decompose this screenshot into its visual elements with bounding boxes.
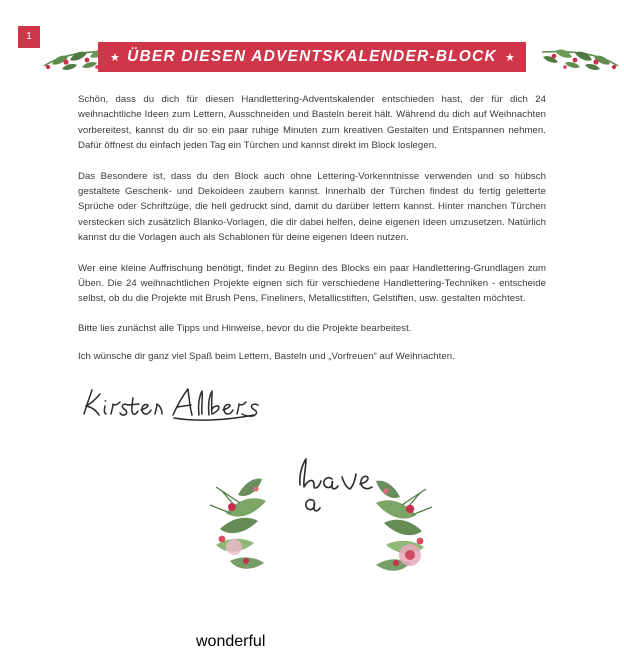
- banner-ribbon: [196, 633, 265, 650]
- star-right-icon: ★: [505, 52, 515, 64]
- page-title-banner: [98, 42, 526, 72]
- paragraph: Bitte lies zunächst alle Tipps und Hinweise, bevor du die Projekte bearbeitest.: [78, 322, 412, 334]
- paragraph: Wer eine kleine Auffrischung benötigt, findet zu Beginn des Blocks ein paar Handlettering-Grundlagen zum Üben. Die 24 weihnachtlichen Projekte eignen sich für verschiedene Handlettering-Techniken - entscheide selbst, ob du die Projekte mit Brush Pens, Fineliners, Metallicstiften, Gelstiften, usw. gestalten möchtest.: [78, 262, 546, 305]
- banner-text: wonderful: [196, 633, 266, 650]
- word-have: [300, 459, 372, 489]
- page-number: 1: [18, 26, 40, 48]
- word-a: [306, 500, 320, 511]
- page-header: [0, 18, 624, 66]
- signature-icon: [78, 384, 278, 426]
- paragraph: Ich wünsche dir ganz viel Spaß beim Lettern, Basteln und „Vorfreuen“ auf Weihnachten.: [78, 351, 455, 363]
- holly-vine-right-icon: [520, 36, 620, 80]
- body-content: [78, 92, 546, 378]
- illustration-have-a-wonderful-time: [196, 443, 446, 650]
- paragraph: Schön, dass du dich für diesen Handlettering-Adventskalender entschieden hast, der für dich 24 weihnachtliche Ideen zum Lettern, Ausschneiden und Basteln bereit hält. Während du dich auf Weihnachten vorbereitest, kannst du dir so ein paar ruhige Minuten zum kreativen Gestalten und Entspannen nehmen. Dafür öffnest du einfach jeden Tag ein Türchen und kannst direkt im Block loslegen.: [78, 94, 546, 152]
- signature: [78, 384, 278, 426]
- paragraph: Das Besondere ist, dass du den Block auch ohne Lettering-Vorkenntnisse verwenden und so hübsch gestaltete Geschenk- und Dekoideen zaubern kannst. Innerhalb der Türchen findest du fertig geletterte Sprüche oder Schriftzüge, die hell gedruckt sind, damit du darüber lettern kannst. Hinter manchen Türchen verstecken sich zusätzlich Blanko-Vorlagen, die dir dabei helfen, deine eigenen Ideen umzusetzen. Natürlich kannst du die Vorlagen auch als Schablonen für deine eigenen Ideen nutzen.: [78, 170, 546, 244]
- star-left-icon: ★: [110, 52, 120, 64]
- page-title: ÜBER DIESEN ADVENTSKALENDER-BLOCK: [127, 48, 497, 65]
